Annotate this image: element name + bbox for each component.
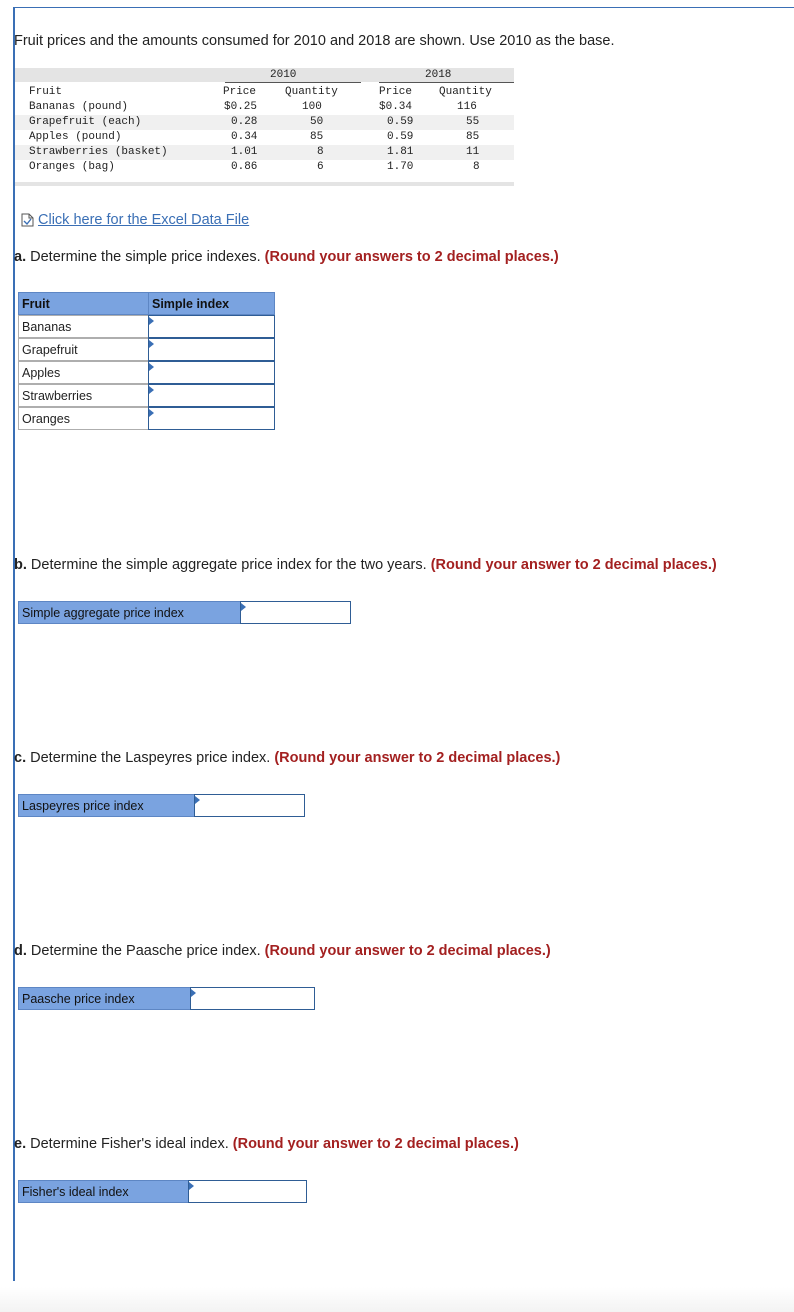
question-d: [14, 943, 551, 959]
excel-file-icon[interactable]: [21, 213, 34, 227]
oranges-simple-index-input[interactable]: [148, 407, 275, 430]
year-2018-rule: [379, 82, 514, 83]
input-flag-icon: [149, 317, 154, 325]
row-price-2018: $0.34: [379, 101, 413, 113]
row-fruit: Strawberries (basket): [29, 146, 168, 158]
row-quantity-2018: 85: [466, 131, 480, 143]
row-price-2010: 0.86: [231, 161, 258, 173]
fishers-ideal-input[interactable]: [188, 1180, 307, 1203]
row-quantity-2018: 11: [466, 146, 480, 158]
col-simple-index-header: Simple index: [148, 292, 275, 315]
question-b-hint: (Round your answer to 2 decimal places.): [430, 557, 717, 573]
row-quantity-2010: 85: [310, 131, 324, 143]
question-e-hint: (Round your answer to 2 decimal places.): [232, 1136, 519, 1152]
row-price-2010: $0.25: [224, 101, 258, 113]
laspeyres-input[interactable]: [194, 794, 305, 817]
col-fruit-header: Fruit: [18, 292, 149, 315]
row-fruit: Grapefruit (each): [29, 116, 142, 128]
table-row: [15, 115, 514, 130]
bananas-simple-index-input[interactable]: [148, 315, 275, 338]
table-row: [15, 130, 514, 145]
row-fruit: Oranges (bag): [29, 161, 115, 173]
question-c-hint: (Round your answer to 2 decimal places.): [274, 750, 561, 766]
year-2010-header: 2010: [270, 69, 297, 81]
question-b: [14, 557, 717, 573]
row-label-apples: Apples: [18, 361, 149, 384]
question-d-hint: (Round your answer to 2 decimal places.): [264, 943, 551, 959]
paasche-label: Paasche price index: [18, 987, 191, 1010]
year-2018-header: 2018: [425, 69, 452, 81]
page-bottom-fade: [0, 1287, 794, 1312]
apples-simple-index-input[interactable]: [148, 361, 275, 384]
content-frame-left-border: [13, 7, 15, 1281]
content-frame-top-border: [13, 7, 794, 8]
input-flag-icon: [189, 1182, 194, 1190]
question-a-text: Determine the simple price indexes.: [30, 249, 261, 265]
grapefruit-simple-index-input[interactable]: [148, 338, 275, 361]
row-label-oranges: Oranges: [18, 407, 149, 430]
row-price-2010: 0.28: [231, 116, 258, 128]
col-fruit-header: Fruit: [29, 86, 63, 98]
row-price-2018: 1.70: [387, 161, 414, 173]
question-c-text: Determine the Laspeyres price index.: [30, 750, 271, 766]
table-row: [15, 100, 514, 115]
input-flag-icon: [149, 386, 154, 394]
paasche-input[interactable]: [190, 987, 315, 1010]
question-a: [14, 249, 559, 265]
row-fruit: Bananas (pound): [29, 101, 129, 113]
input-flag-icon: [149, 363, 154, 371]
question-e: [14, 1136, 519, 1152]
row-quantity-2010: 50: [310, 116, 324, 128]
question-d-letter: d.: [14, 943, 27, 959]
input-flag-icon: [191, 989, 196, 997]
row-quantity-2010: 100: [302, 101, 322, 113]
question-e-text: Determine Fisher's ideal index.: [30, 1136, 229, 1152]
year-2010-rule: [225, 82, 361, 83]
row-price-2010: 1.01: [231, 146, 258, 158]
input-flag-icon: [195, 796, 200, 804]
question-a-hint: (Round your answers to 2 decimal places.): [264, 249, 559, 265]
problem-intro: Fruit prices and the amounts consumed for 2010 and 2018 are shown. Use 2010 as the base.: [14, 33, 615, 49]
question-b-text: Determine the simple aggregate price index for the two years.: [30, 557, 427, 573]
row-price-2010: 0.34: [231, 131, 258, 143]
input-flag-icon: [149, 340, 154, 348]
table-bottom-band: [15, 182, 514, 186]
fruit-data-table: [15, 68, 514, 186]
row-label-grapefruit: Grapefruit: [18, 338, 149, 361]
row-quantity-2018: 55: [466, 116, 480, 128]
strawberries-simple-index-input[interactable]: [148, 384, 275, 407]
laspeyres-label: Laspeyres price index: [18, 794, 195, 817]
question-b-letter: b.: [14, 557, 27, 573]
row-price-2018: 1.81: [387, 146, 414, 158]
row-price-2018: 0.59: [387, 131, 414, 143]
simple-aggregate-input[interactable]: [240, 601, 351, 624]
col-quantity-2018-header: Quantity: [439, 86, 492, 98]
col-price-2010-header: Price: [223, 86, 257, 98]
col-price-2018-header: Price: [379, 86, 413, 98]
row-quantity-2018: 8: [473, 161, 480, 173]
question-c: [14, 750, 560, 766]
col-quantity-2010-header: Quantity: [285, 86, 338, 98]
input-flag-icon: [149, 409, 154, 417]
row-fruit: Apples (pound): [29, 131, 122, 143]
row-quantity-2010: 8: [317, 146, 324, 158]
row-label-strawberries: Strawberries: [18, 384, 149, 407]
question-d-text: Determine the Paasche price index.: [30, 943, 261, 959]
fishers-ideal-label: Fisher's ideal index: [18, 1180, 189, 1203]
table-row: [15, 160, 514, 175]
question-a-letter: a.: [14, 249, 27, 265]
input-flag-icon: [241, 603, 246, 611]
table-row: [15, 145, 514, 160]
question-e-letter: e.: [14, 1136, 27, 1152]
row-label-bananas: Bananas: [18, 315, 149, 338]
question-c-letter: c.: [14, 750, 27, 766]
row-price-2018: 0.59: [387, 116, 414, 128]
excel-data-file-link[interactable]: Click here for the Excel Data File: [38, 212, 250, 228]
row-quantity-2018: 116: [457, 101, 477, 113]
simple-aggregate-label: Simple aggregate price index: [18, 601, 241, 624]
row-quantity-2010: 6: [317, 161, 324, 173]
